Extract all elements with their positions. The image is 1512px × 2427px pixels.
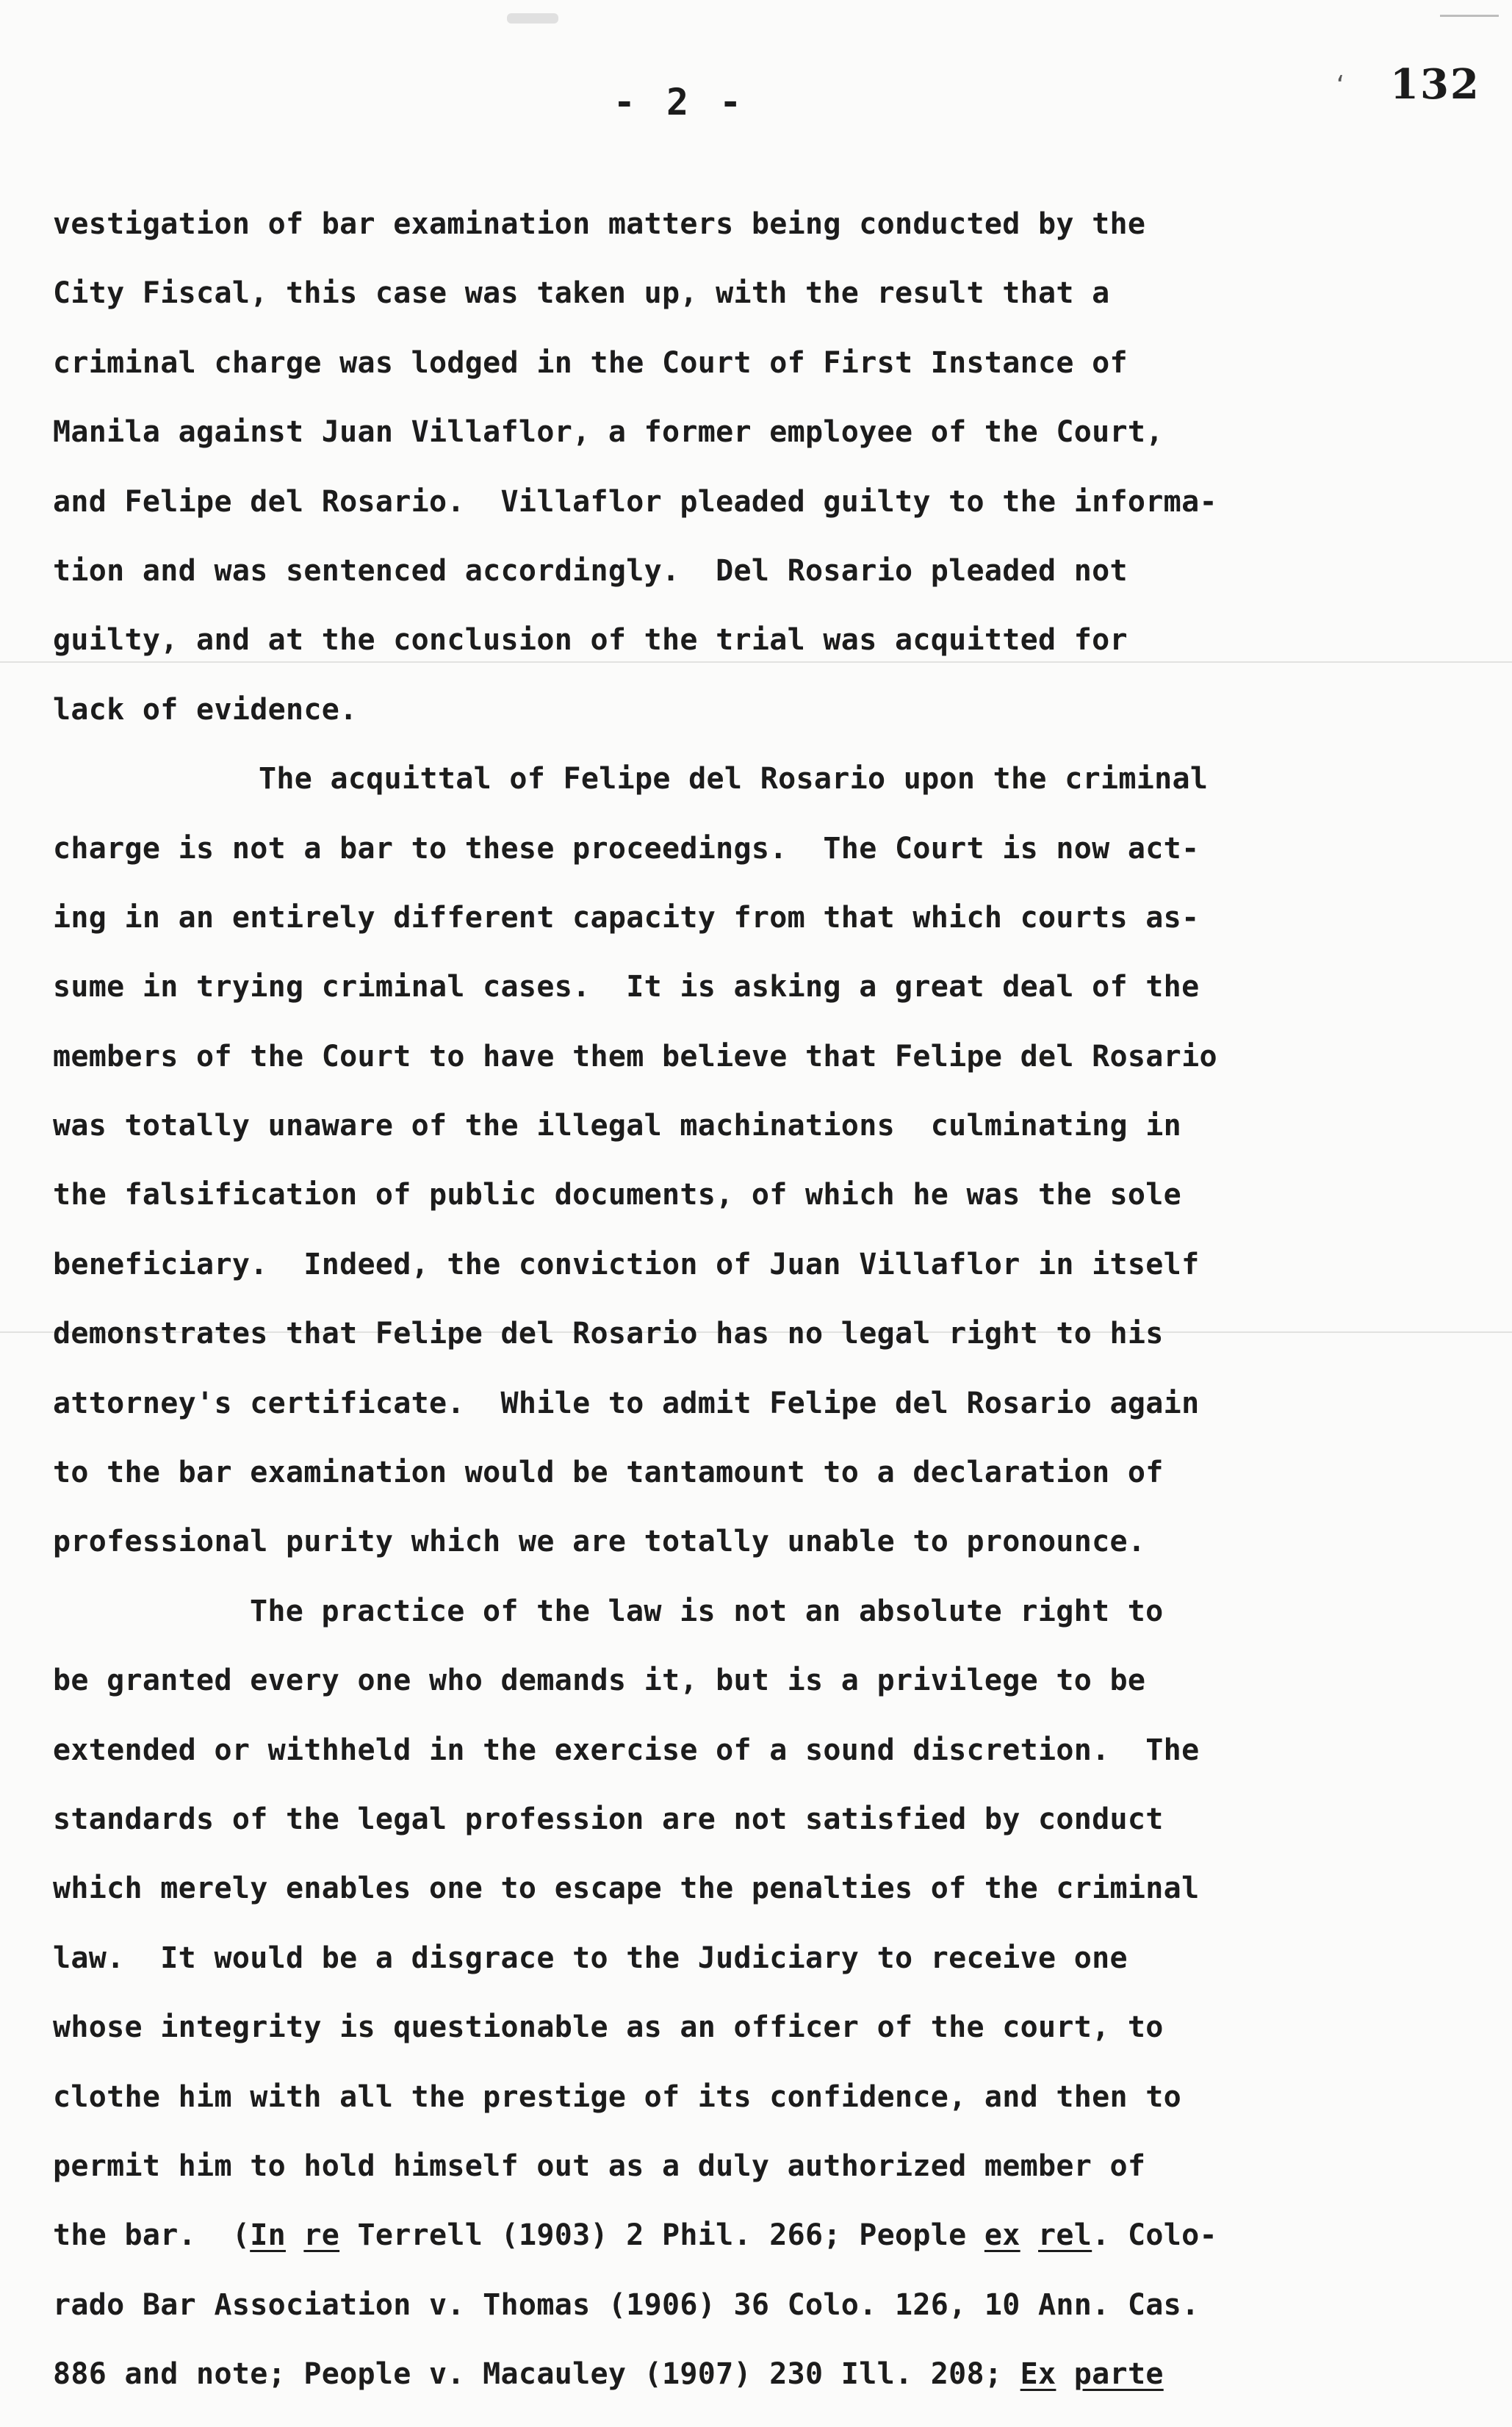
text-line: extended or withheld in the exercise of a sound discretion. The [53, 1733, 1200, 1767]
citation-line [53, 2340, 1449, 2409]
citation-line [53, 2201, 1449, 2270]
text-line: sume in trying criminal cases. It is asking a great deal of the [53, 970, 1200, 1004]
text-line: be granted every one who demands it, but is a privilege to be [53, 1664, 1146, 1698]
text-span: Terrell (1903) 2 Phil. 266; People [339, 2218, 984, 2253]
underlined-term: parte [1073, 2357, 1164, 2392]
text-line: attorney's certificate. While to admit Felipe del Rosario again [53, 1386, 1200, 1420]
scan-mark [1440, 15, 1499, 17]
underlined-term: Ex [1020, 2357, 1056, 2392]
page-number: - 2 - [613, 81, 746, 123]
text-line: which merely enables one to escape the penalties of the criminal [53, 1872, 1200, 1906]
text-line: to the bar examination would be tantamount to a declaration of [53, 1456, 1164, 1490]
text-line: standards of the legal profession are not satisfied by conduct [53, 1802, 1164, 1836]
text-span [1056, 2357, 1073, 2391]
text-line: professional purity which we are totally unable to pronounce. [53, 1525, 1146, 1559]
text-line: The acquittal of Felipe del Rosario upon the criminal [259, 762, 1209, 797]
text-line: guilty, and at the conclusion of the trial was acquitted for [53, 623, 1128, 658]
text-line: law. It would be a disgrace to the Judiciary to receive one [53, 1941, 1128, 1975]
text-line: was totally unaware of the illegal machinations culminating in [53, 1109, 1182, 1143]
text-line: City Fiscal, this case was taken up, with the result that a [53, 276, 1110, 311]
text-line: clothe him with all the prestige of its confidence, and then to [53, 2079, 1182, 2114]
text-line: whose integrity is questionable as an officer of the court, to [53, 2010, 1164, 2045]
text-line: demonstrates that Felipe del Rosario has no legal right to his [53, 1317, 1164, 1351]
text-span: 886 and note; People v. Macauley (1907) 230 Ill. 208; [53, 2357, 1020, 2392]
text-line: criminal charge was lodged in the Court of First Instance of [53, 345, 1128, 380]
underlined-term: ex [984, 2218, 1020, 2253]
text-line: permit him to hold himself out as a duly authorized member of [53, 2149, 1146, 2183]
text-span: the bar. ( [53, 2218, 251, 2253]
text-line: Manila against Juan Villaflor, a former employee of the Court, [53, 415, 1164, 450]
text-line: and Felipe del Rosario. Villaflor pleaded guilty to the informa- [53, 484, 1217, 519]
text-span [286, 2218, 303, 2252]
text-line: members of the Court to have them believe that Felipe del Rosario [53, 1039, 1217, 1074]
text-span: . Colo- [1092, 2218, 1217, 2253]
text-line: lack of evidence. [53, 692, 358, 727]
body-text [53, 190, 1449, 2409]
text-span [1020, 2218, 1038, 2252]
underlined-term: re [303, 2218, 340, 2253]
text-line: charge is not a bar to these proceedings. The Court is now act- [53, 831, 1200, 866]
scan-smudge [507, 13, 558, 24]
underlined-term: In [250, 2218, 286, 2253]
folio-number: 132 [1390, 60, 1480, 109]
text-line: vestigation of bar examination matters being conducted by the [53, 207, 1146, 241]
pencil-mark: ‘ [1333, 72, 1347, 98]
text-line: The practice of the law is not an absolute right to [250, 1594, 1164, 1628]
citation-line: rado Bar Association v. Thomas (1906) 36 Colo. 126, 10 Ann. Cas. [53, 2287, 1200, 2322]
text-line: the falsification of public documents, of which he was the sole [53, 1178, 1182, 1212]
text-line: ing in an entirely different capacity from that which courts as- [53, 900, 1200, 935]
underlined-term: rel [1038, 2218, 1092, 2253]
text-line: beneficiary. Indeed, the conviction of Juan Villaflor in itself [53, 1247, 1200, 1281]
text-line: tion and was sentenced accordingly. Del Rosario pleaded not [53, 553, 1128, 588]
